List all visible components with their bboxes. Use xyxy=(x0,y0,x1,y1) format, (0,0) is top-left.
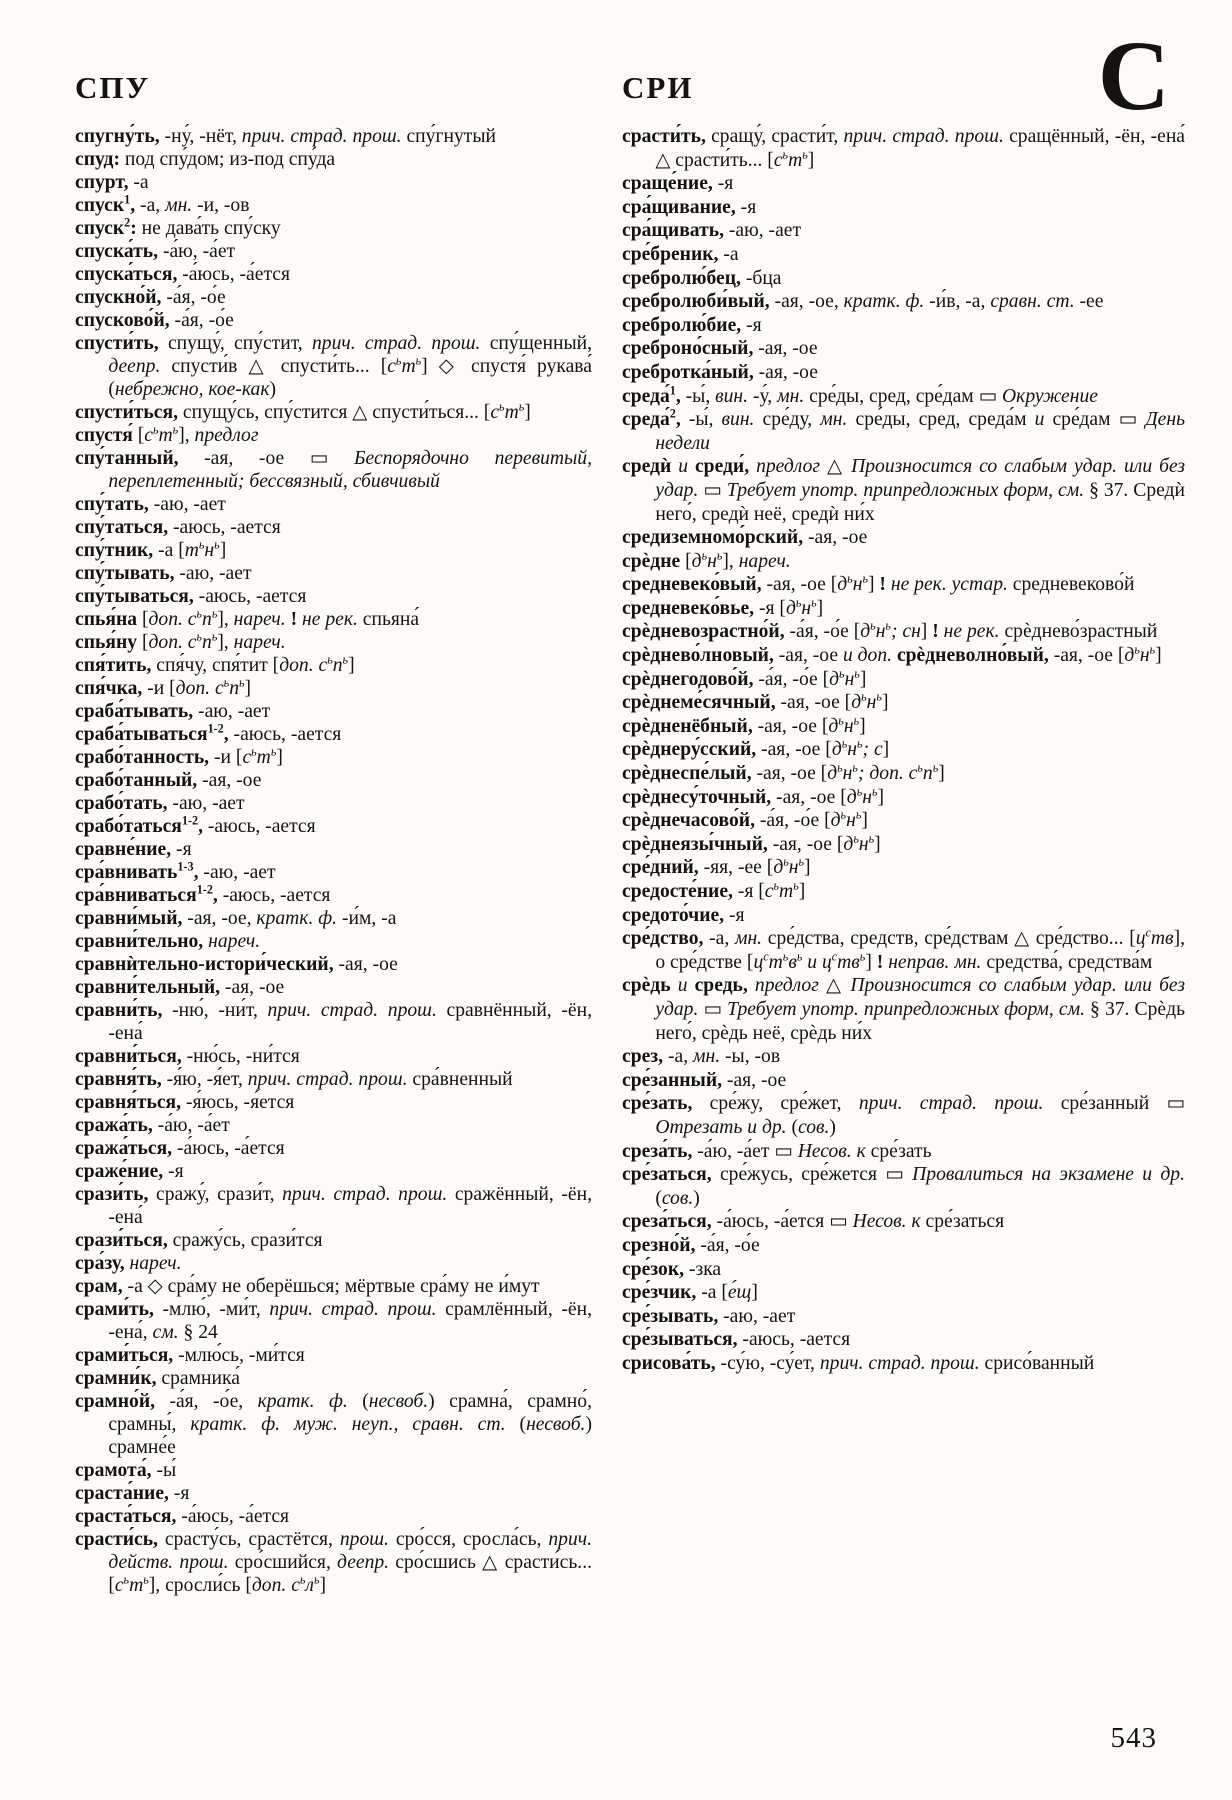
dictionary-entry: сраба́тывать, -аю, -ает xyxy=(75,701,271,722)
dictionary-entry: сре́дний, -яя, -ее $[д^ьн^ь]$ xyxy=(622,854,811,879)
dictionary-entry: спья́на [доп. $с^ьп^ь$], нареч. ! не рек. спьяна́ xyxy=(75,606,420,630)
dictionary-entry: сравни́тельно, нареч. xyxy=(75,931,261,952)
dictionary-entry: срам, -а ◇ сра́му не оберёшься; мёртвые сра́му не и́мут xyxy=(75,1276,540,1297)
dictionary-entry: сравне́ние, -я xyxy=(75,839,192,860)
dictionary-entry: срисова́ть, -су́ю, -су́ет, прич. страд. прош. срисо́ванный xyxy=(622,1352,1095,1374)
left-column xyxy=(75,125,592,1597)
dictionary-entry: спугну́ть, -ну́, -нёт, прич. страд. прош. спу́гнутый xyxy=(75,126,496,147)
dictionary-entry: спу́тываться, -аюсь, -ается xyxy=(75,586,307,607)
dictionary-entry: спусти́ться, спущу́сь, спу́стится △ спусти́ться... $[с^ьт^ь]$ xyxy=(75,399,531,423)
dictionary-entry: спья́ну [доп. $с^ьп^ь$], нареч. xyxy=(75,629,286,653)
dictionary-entry: сре́дство, -а, мн. сре́дства, средств, сре́дствам △ сре́дство... $[ц^ств]$, о сре́дстве [$ц^ст^ьв^ь$ и $ц^ств^ь$] ! неправ. мн. средства́, средства́м xyxy=(622,925,1185,973)
dictionary-entry: спу́тник, -а $[т^ьн^ь]$ xyxy=(75,537,227,561)
dictionary-entry: сре́заться, сре́жусь, сре́жется ▭ Провалиться на экзамене и др. (сов.) xyxy=(622,1164,1186,1209)
page-number: 543 xyxy=(1110,1722,1157,1754)
guide-word-right: СРИ xyxy=(622,70,694,105)
dictionary-entry: спу́танный, -ая, -ое ▭ Беспорядочно перевитый, переплетенный; бессвязный, сбивчивый xyxy=(75,448,592,492)
dictionary-entry: сравнѝтельно-истори́ческий, -ая, -ое xyxy=(75,954,398,975)
dictionary-entry: спуска́ться, -а́юсь, -а́ется xyxy=(75,264,290,285)
dictionary-entry: срѐднеру́сский, -ая, -ое [$д^ьн^ь$; с] xyxy=(622,736,890,761)
dictionary-entry: спурт, -а xyxy=(75,172,149,193)
dictionary-entry: срабо́таться$^{1-2}$, -аюсь, -ается xyxy=(75,813,316,837)
guide-word-left: СПУ xyxy=(75,70,151,105)
dictionary-entry: сраста́ние, -я xyxy=(75,1483,190,1504)
dictionary-entry: сребролю́бец, -бца xyxy=(622,267,782,289)
dictionary-entry: срѐднево́лновый, -ая, -ое и доп. срѐдневолно́вый, -ая, -ое $[д^ьн^ь]$ xyxy=(622,642,1162,667)
dictionary-entry: сравни́ться, -ню́сь, -ни́тся xyxy=(75,1046,300,1067)
dictionary-entry: спя́тить, спя́чу, спя́тит [доп. $с^ьп^ь$] xyxy=(75,652,355,676)
dictionary-entry: среза́ться, -а́юсь, -а́ется ▭ Несов. к сре́заться xyxy=(622,1211,1005,1233)
dictionary-entry: сравни́ть, -ню́, -ни́т, прич. страд. прош. сравнённый, -ён, -ена́ xyxy=(75,1000,592,1044)
dictionary-entry: среда́$^1$, -ы́, вин. -у́, мн. сре́ды, сред, сре́дам ▭ Окружение xyxy=(622,383,1098,407)
dictionary-entry: средосте́ние, -я $[с^ьт^ь]$ xyxy=(622,878,806,902)
dictionary-entry: спуск$^2$: не дава́ть спу́ску xyxy=(75,215,281,239)
dictionary-entry: срѐднегодово́й, -а́я, -о́е $[д^ьн^ь]$ xyxy=(622,666,867,690)
dictionary-entry: средневеко́вье, -я $[д^ьн^ь]$ xyxy=(622,595,824,619)
dictionary-entry: сребролюби́вый, -ая, -ое, кратк. ф. -и́в, -а, сравн. ст. -ее xyxy=(622,291,1104,313)
dictionary-entry: срѐдне $[д^ьн^ь]$, нареч. xyxy=(622,548,791,572)
dictionary-entry: сре́зчик, -а [е́щ] xyxy=(622,1282,758,1304)
page-header xyxy=(0,0,1232,103)
dictionary-entry: сре́зываться, -аюсь, -ается xyxy=(622,1329,851,1351)
dictionary-entry: сре́бреник, -а xyxy=(622,243,739,265)
dictionary-entry: срѐднеме́сячный, -ая, -ое $[д^ьн^ь]$ xyxy=(622,689,889,714)
dictionary-entry: срѐднеязы́чный, -ая, -ое $[д^ьн^ь]$ xyxy=(622,831,881,855)
dictionary-entry: средиземномо́рский, -ая, -ое xyxy=(622,527,868,549)
dictionary-entry: среда́$^2$, -ы́, вин. сре́ду, мн. сре́ды, сред, среда́м и сре́дам ▭ День недели xyxy=(622,406,1185,454)
right-column xyxy=(622,125,1185,1597)
dictionary-entry: сраба́тываться$^{1-2}$, -аюсь, -ается xyxy=(75,721,342,745)
dictionary-entry: срезно́й, -а́я, -о́е xyxy=(622,1234,760,1256)
dictionary-entry: срѐднечасово́й, -а́я, -о́е $[д^ьн^ь]$ xyxy=(622,807,868,832)
dictionary-entry: сравни́тельный, -ая, -ое xyxy=(75,977,285,998)
dictionary-entry: сре́зок, -зка xyxy=(622,1258,722,1280)
dictionary-entry: сража́ться, -а́юсь, -а́ется xyxy=(75,1138,285,1159)
dictionary-entry: средото́чие, -я xyxy=(622,904,745,926)
dictionary-entry: сребротка́ный, -ая, -ое xyxy=(622,361,818,383)
dictionary-entry: сраще́ние, -я xyxy=(622,173,734,195)
dictionary-entry: спускно́й, -а́я, -о́е xyxy=(75,287,226,308)
dictionary-entry: среброно́сный, -ая, -ое xyxy=(622,338,818,360)
dictionary-entry: срѐднеспе́лый, -ая, -ое [$д^ьн^ь$; доп. $с^ьп^ь$] xyxy=(622,760,945,785)
dictionary-entry: срами́ть, -млю́, -ми́т, прич. страд. прош. срамлённый, -ён, -ена́, см. § 24 xyxy=(75,1299,592,1343)
dictionary-entry: спя́чка, -и [доп. $с^ьп^ь$] xyxy=(75,675,252,699)
dictionary-entry: сребролю́бие, -я xyxy=(622,314,762,336)
dictionary-entry: срѐдненёбный, -ая, -ое $[д^ьн^ь]$ xyxy=(622,713,866,737)
dictionary-entry: срѐднесу́точный, -ая, -ое $[д^ьн^ь]$ xyxy=(622,784,885,808)
dictionary-entry: сравни́мый, -ая, -ое, кратк. ф. -и́м, -а xyxy=(75,908,397,929)
dictionary-entry: срабо́танность, -и $[с^ьт^ь]$ xyxy=(75,744,283,768)
dictionary-entry: срамно́й, -а́я, -о́е, кратк. ф. (несвоб.) срамна́, срамно́, срамны́, кратк. ф. муж. неуп., сравн. ст. (несвоб.) срамне́е xyxy=(75,1391,592,1458)
dictionary-entry: спусти́ть, спущу́, спу́стит, прич. страд. прош. спу́щенный, деепр. спусти́в △ спусти́ть... $[с^ьт^ь]$ ◇ спустя́ рукава́ (небрежно, кое-как) xyxy=(75,333,592,400)
dictionary-entry: сре́занный, -ая, -ое xyxy=(622,1069,787,1091)
dictionary-columns xyxy=(0,103,1232,1597)
dictionary-entry: срами́ться, -млю́сь, -ми́тся xyxy=(75,1345,305,1366)
dictionary-entry: срѐдь и средь, предлог △ Произносится со слабым удар. или без удар. ▭ Требует употр. припредложных форм, см. § 37. Срѐдь него́, срѐдь неё, срѐдь ни́х xyxy=(622,975,1186,1044)
dictionary-entry: срасти́сь, срасту́сь, срастётся, прош. сро́сся, сросла́сь, прич. действ. прош. сро́сшийся, деепр. сро́сшись △ срасти́сь... $[с^ьт^ь]$, сросли́сь [доп. $с^ьл^ь$] xyxy=(75,1529,592,1596)
dictionary-entry: срази́ться, сражу́сь, срази́тся xyxy=(75,1230,323,1251)
dictionary-entry: срез, -а, мн. -ы, -ов xyxy=(622,1046,781,1068)
dictionary-entry: сра́внивать$^{1-3}$, -аю, -ает xyxy=(75,859,276,883)
dictionary-entry: срамни́к, срамника́ xyxy=(75,1368,240,1389)
dictionary-entry: спу́тать, -аю, -ает xyxy=(75,494,226,515)
dictionary-entry: спу́таться, -аюсь, -ается xyxy=(75,517,281,538)
dictionary-entry: сра́зу, нареч. xyxy=(75,1253,182,1274)
dictionary-entry: сраста́ться, -а́юсь, -а́ется xyxy=(75,1506,290,1527)
dictionary-entry: сре́зывать, -аю, -ает xyxy=(622,1305,796,1327)
dictionary-entry: спуск$^1$, -а, мн. -и, -ов xyxy=(75,192,250,216)
dictionary-entry: спуска́ть, -а́ю, -а́ет xyxy=(75,241,236,262)
dictionary-entry: сравня́ть, -я́ю, -я́ет, прич. страд. прош. сра́вненный xyxy=(75,1069,513,1090)
dictionary-entry: срасти́ть, сращу́, срасти́т, прич. страд. прош. сращённый, -ён, -ена́ △ срасти́ть... $[с^ьт^ь]$ xyxy=(622,126,1185,171)
dictionary-entry: срамота́, -ы́ xyxy=(75,1460,177,1481)
dictionary-entry: срѐдневозрастно́й, -а́я, -о́е [$д^ьн^ь$; сн] ! не рек. срѐднево́зрастный xyxy=(622,618,1158,643)
dictionary-entry: спу́тывать, -аю, -ает xyxy=(75,563,252,584)
dictionary-entry: сравня́ться, -я́юсь, -я́ется xyxy=(75,1092,295,1113)
dictionary-entry: сра́щивание, -я xyxy=(622,196,757,218)
dictionary-entry: сре́зать, сре́жу, сре́жет, прич. страд. прош. сре́занный ▭ Отрезать и др. (сов.) xyxy=(622,1093,1185,1138)
dictionary-entry: средневеко́вый, -ая, -ое $[д^ьн^ь]$ ! не рек. устар. средневеково́й xyxy=(622,571,1135,596)
dictionary-entry: средѝ и среди́, предлог △ Произносится со слабым удар. или без удар. ▭ Требует употр. припредложных форм, см. § 37. Средѝ него́, средѝ неё, средѝ ни́х xyxy=(622,456,1186,525)
section-letter: С xyxy=(1097,20,1170,131)
dictionary-entry: спусково́й, -а́я, -о́е xyxy=(75,310,234,331)
dictionary-entry: среза́ть, -а́ю, -а́ет ▭ Несов. к сре́зать xyxy=(622,1140,932,1162)
dictionary-entry: срази́ть, сражу́, срази́т, прич. страд. прош. сражённый, -ён, -ена́ xyxy=(75,1184,593,1228)
dictionary-entry: срабо́танный, -ая, -ое xyxy=(75,770,262,791)
dictionary-entry: спустя́ $[с^ьт^ь]$, предлог xyxy=(75,422,259,446)
dictionary-entry: сра́вниваться$^{1-2}$, -аюсь, -ается xyxy=(75,882,331,906)
dictionary-entry: срабо́тать, -аю, -ает xyxy=(75,793,245,814)
dictionary-entry: сраже́ние, -я xyxy=(75,1161,184,1182)
dictionary-entry: сража́ть, -а́ю, -а́ет xyxy=(75,1115,230,1136)
dictionary-entry: сра́щивать, -аю, -ает xyxy=(622,220,802,242)
dictionary-entry: спуд: под спу́дом; из-под спу́да xyxy=(75,149,336,170)
